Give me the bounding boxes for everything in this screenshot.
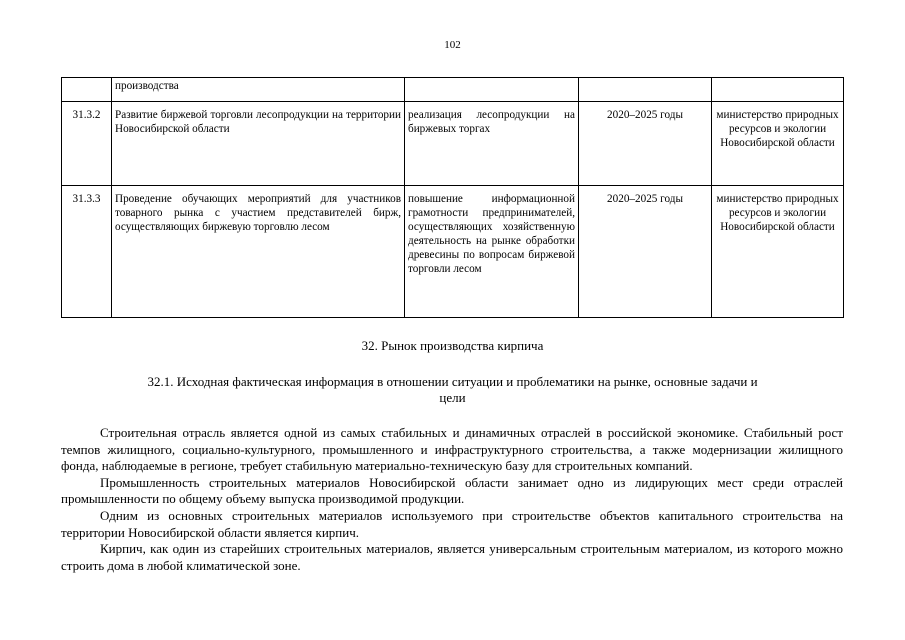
period-cell: 2020–2025 годы <box>579 186 712 318</box>
section-heading: 32. Рынок производства кирпича <box>361 338 544 353</box>
table-row <box>62 186 844 318</box>
period-cell <box>579 78 712 102</box>
subsection-heading <box>0 374 905 406</box>
executor-cell: министерство природных ресурсов и экологии Новосибирской области <box>712 186 844 318</box>
measures-table <box>61 77 844 318</box>
period-cell: 2020–2025 годы <box>579 102 712 186</box>
result-cell <box>405 78 579 102</box>
executor-cell: министерство природных ресурсов и экологии Новосибирской области <box>712 102 844 186</box>
executor-cell <box>712 78 844 102</box>
paragraph: Строительная отрасль является одной из самых стабильных и динамичных отраслей в российской экономике. Стабильный рост темпов жилищного, социально-культурного, промышленного и инфраструктурного строительства, а также модернизации жилищного фонда, наблюдаемые в регионе, требует стабильную материально-техническую базу для строительных компаний. <box>61 425 843 474</box>
result-cell: повышение информационной грамотности предпринимателей, осуществляющих хозяйственную деятельность на рынке обработки древесины по вопросам биржевой торговли лесом <box>405 186 579 318</box>
table-row <box>62 78 844 102</box>
event-cell: Проведение обучающих мероприятий для участников товарного рынка с участием представителей бирж, осуществляющих биржевую торговлю лесом <box>112 186 405 318</box>
row-number: 31.3.3 <box>62 186 112 318</box>
paragraph: Кирпич, как один из старейших строительных материалов, является универсальным строительным материалом, из которого можно строить дома в любой климатической зоне. <box>61 541 843 573</box>
row-number: 31.3.2 <box>62 102 112 186</box>
event-cell: Развитие биржевой торговли лесопродукции на территории Новосибирской области <box>112 102 405 186</box>
result-cell: реализация лесопродукции на биржевых торгах <box>405 102 579 186</box>
paragraph: Одним из основных строительных материалов используемого при строительстве объектов капитального строительства на территории Новосибирской области является кирпич. <box>61 507 843 540</box>
page-number: 102 <box>444 39 461 51</box>
paragraph: Промышленность строительных материалов Новосибирской области занимает одно из лидирующих мест среди отраслей промышленности по общему объему выпуска производимой продукции. <box>61 474 843 507</box>
table-row <box>62 102 844 186</box>
subsection-heading-text: 32.1. Исходная фактическая информация в отношении ситуации и проблематики на рынке, основные задачи и цели <box>147 374 758 405</box>
row-number <box>62 78 112 102</box>
event-cell: производства <box>112 78 405 102</box>
body-text <box>61 425 843 574</box>
